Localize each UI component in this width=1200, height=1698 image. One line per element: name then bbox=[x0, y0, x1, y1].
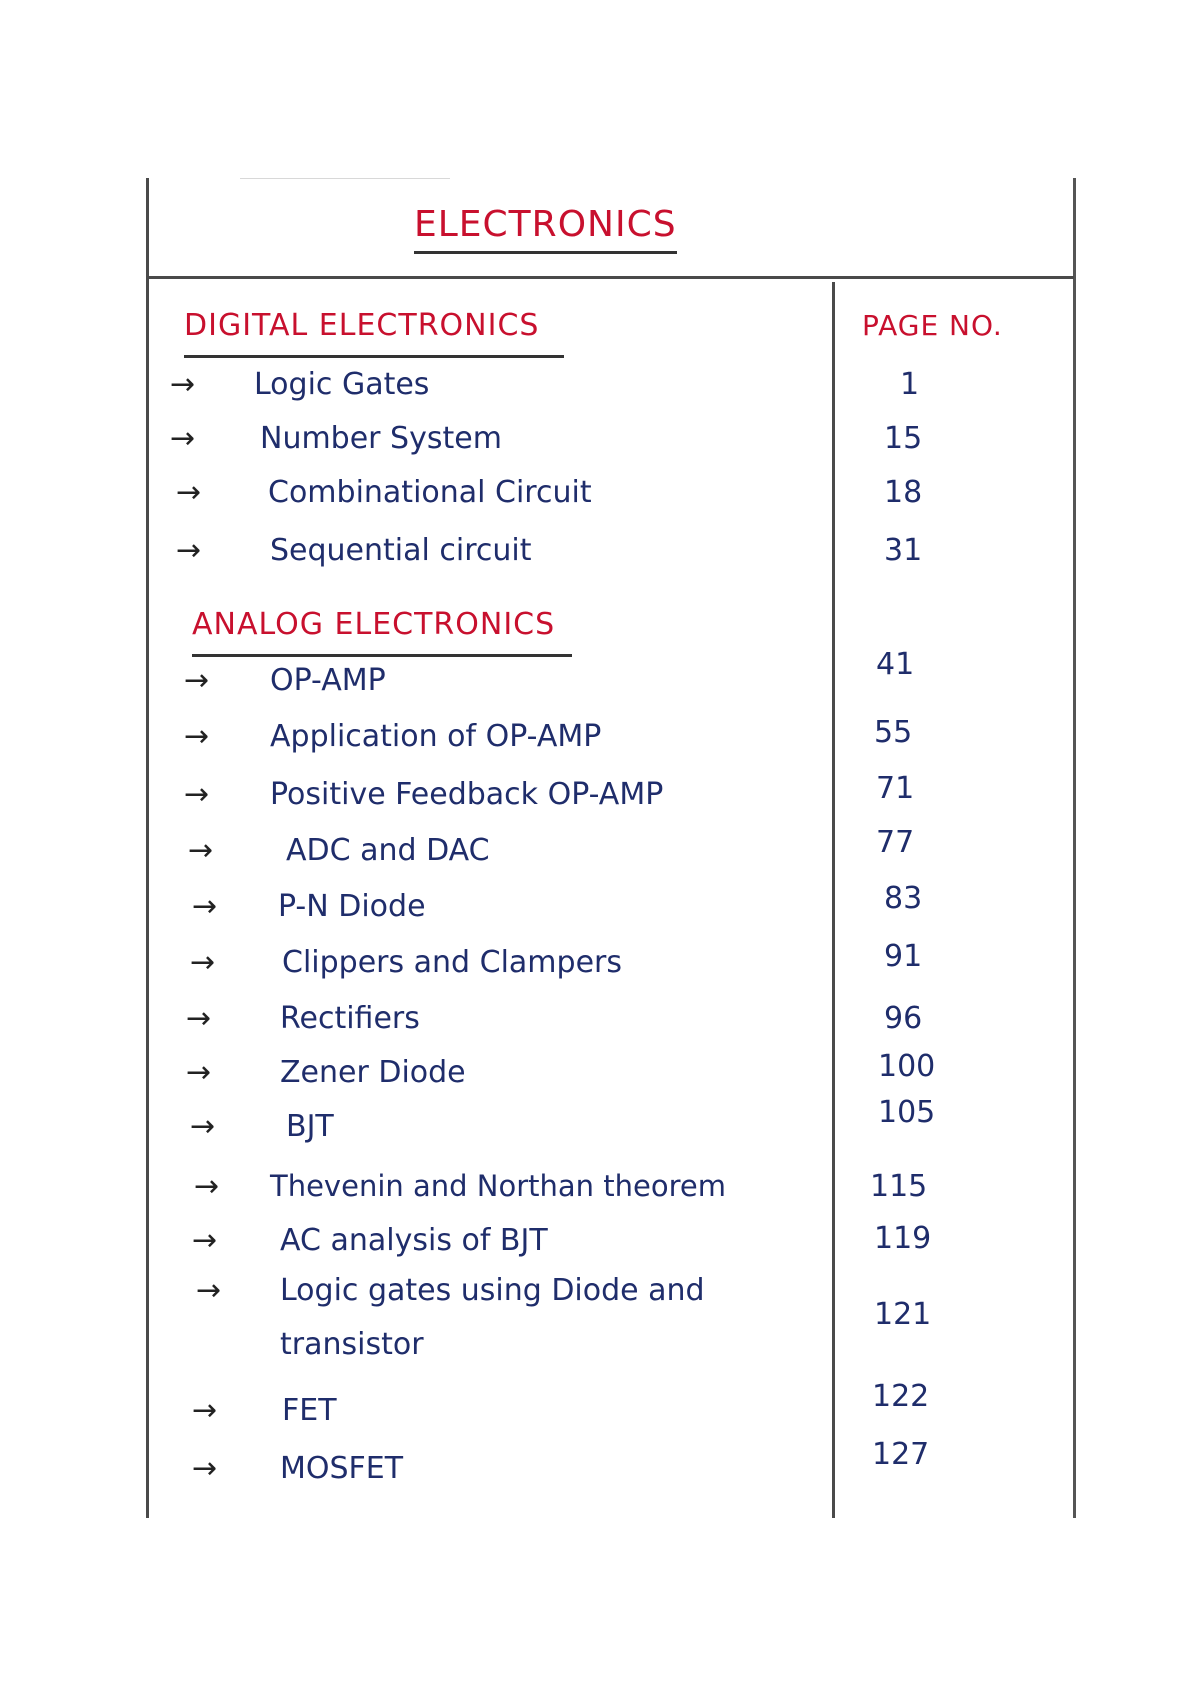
arrow-icon: → bbox=[186, 1055, 212, 1090]
topic-label: Number System bbox=[260, 421, 502, 456]
arrow-icon: → bbox=[192, 1451, 218, 1486]
page-number: 55 bbox=[874, 715, 913, 750]
page-number: 1 bbox=[900, 367, 920, 402]
list-item bbox=[0, 881, 1200, 942]
header-divider bbox=[148, 276, 1074, 279]
page-number: 18 bbox=[884, 475, 923, 510]
topic-label: Clippers and Clampers bbox=[282, 945, 622, 980]
topic-label: Thevenin and Northan theorem bbox=[270, 1169, 726, 1203]
page-number: 71 bbox=[876, 771, 915, 806]
list-item bbox=[0, 533, 1200, 586]
arrow-icon: → bbox=[196, 1273, 222, 1308]
page-title: ELECTRONICS bbox=[414, 207, 677, 254]
arrow-icon: → bbox=[194, 1169, 220, 1204]
list-item bbox=[0, 939, 1200, 998]
list-item bbox=[0, 1273, 1200, 1376]
arrow-icon: → bbox=[192, 889, 218, 924]
arrow-icon: → bbox=[184, 719, 210, 754]
page-number: 83 bbox=[884, 881, 923, 916]
section-heading-analog: ANALOG ELECTRONICS bbox=[192, 610, 572, 657]
topic-label: BJT bbox=[286, 1109, 334, 1144]
page-number: 105 bbox=[878, 1095, 936, 1130]
list-item bbox=[0, 1049, 1200, 1108]
topic-label: Logic gates using Diode and bbox=[280, 1273, 705, 1308]
arrow-icon: → bbox=[190, 1109, 216, 1144]
list-item bbox=[0, 475, 1200, 528]
page-number: 119 bbox=[874, 1221, 932, 1256]
page-number: 77 bbox=[876, 825, 915, 860]
page-number: 15 bbox=[884, 421, 923, 456]
arrow-icon: → bbox=[190, 945, 216, 980]
topic-label: Logic Gates bbox=[254, 367, 430, 402]
topic-label: MOSFET bbox=[280, 1451, 404, 1486]
list-item bbox=[0, 1437, 1200, 1504]
list-item bbox=[0, 421, 1200, 474]
list-item bbox=[0, 825, 1200, 886]
topic-label: ADC and DAC bbox=[286, 833, 490, 868]
list-item bbox=[0, 1095, 1200, 1162]
page-number: 91 bbox=[884, 939, 923, 974]
arrow-icon: → bbox=[176, 475, 202, 510]
list-item bbox=[0, 771, 1200, 830]
arrow-icon: → bbox=[192, 1223, 218, 1258]
page-number: 31 bbox=[884, 533, 923, 568]
list-item bbox=[0, 1169, 1200, 1222]
list-item bbox=[0, 647, 1200, 716]
arrow-icon: → bbox=[170, 367, 196, 402]
topic-label: OP-AMP bbox=[270, 663, 386, 698]
page-number: 115 bbox=[870, 1169, 928, 1204]
topic-label: P-N Diode bbox=[278, 889, 426, 924]
page-number: 96 bbox=[884, 1001, 923, 1036]
topic-label: Application of OP-AMP bbox=[270, 719, 602, 754]
arrow-icon: → bbox=[186, 1001, 212, 1036]
faint-top-mark bbox=[240, 178, 450, 179]
topic-label: AC analysis of BJT bbox=[280, 1223, 548, 1258]
arrow-icon: → bbox=[176, 533, 202, 568]
list-item bbox=[0, 1221, 1200, 1276]
page-number: 121 bbox=[874, 1297, 932, 1332]
arrow-icon: → bbox=[192, 1393, 218, 1428]
page-number: 127 bbox=[872, 1437, 930, 1472]
list-item bbox=[0, 1379, 1200, 1446]
arrow-icon: → bbox=[184, 777, 210, 812]
page-no-heading: PAGE NO. bbox=[862, 309, 1003, 342]
topic-label: Positive Feedback OP-AMP bbox=[270, 777, 664, 812]
topic-label: Rectifiers bbox=[280, 1001, 420, 1036]
arrow-icon: → bbox=[170, 421, 196, 456]
topic-label: Combinational Circuit bbox=[268, 475, 592, 510]
page-number: 122 bbox=[872, 1379, 930, 1414]
page-number: 41 bbox=[876, 647, 915, 682]
list-item bbox=[0, 367, 1200, 420]
page-number: 100 bbox=[878, 1049, 936, 1084]
topic-label: Sequential circuit bbox=[270, 533, 532, 568]
list-item bbox=[0, 715, 1200, 772]
list-item bbox=[0, 1001, 1200, 1054]
topic-label: Zener Diode bbox=[280, 1055, 466, 1090]
arrow-icon: → bbox=[184, 663, 210, 698]
arrow-icon: → bbox=[188, 833, 214, 868]
topic-label-continuation: transistor bbox=[280, 1327, 424, 1362]
topic-label: FET bbox=[282, 1393, 337, 1428]
section-heading-digital: DIGITAL ELECTRONICS bbox=[184, 311, 564, 358]
